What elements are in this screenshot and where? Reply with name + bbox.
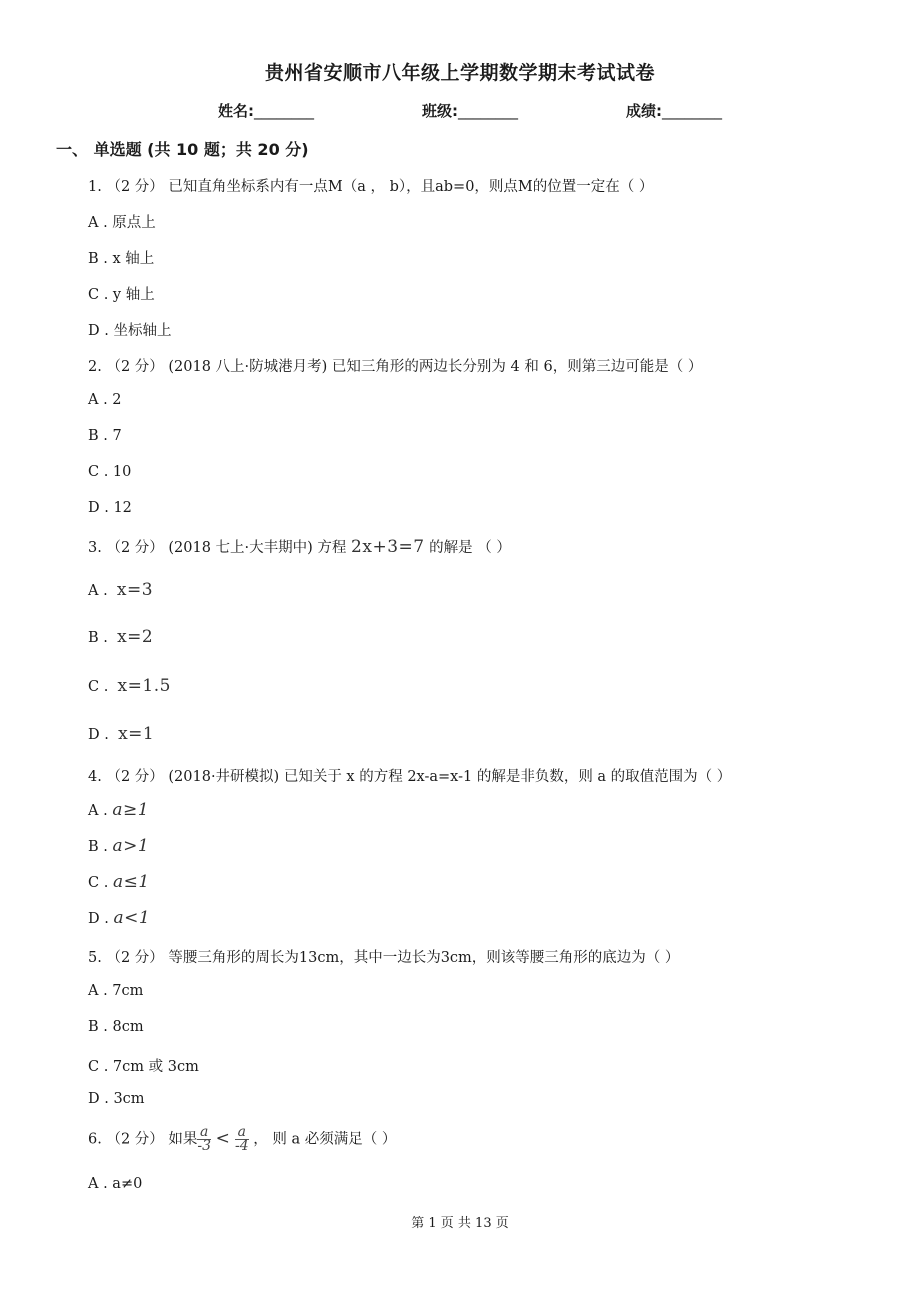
option-math: x=1.5 xyxy=(117,676,171,696)
question-1-option-c: C . y 轴上 xyxy=(88,287,155,303)
option-math: x=3 xyxy=(116,580,154,600)
fraction-a-over-neg3: $\frac{a}{-3}$ xyxy=(197,1124,212,1154)
question-2-option-c: C . 10 xyxy=(88,464,132,480)
less-than-sign: < xyxy=(215,1128,231,1149)
question-3-equation: 2x+3=7 xyxy=(351,537,425,557)
question-5-stem: 5. （2 分） 等腰三角形的周长为13cm，其中一边长为3cm，则该等腰三角形的底边为（ ） xyxy=(88,950,680,966)
option-math: a≥1 xyxy=(112,800,150,820)
question-6-option-a: A . a≠0 xyxy=(88,1176,143,1192)
question-5-option-c: C . 7cm 或 3cm xyxy=(88,1059,199,1075)
question-4-option-c xyxy=(88,872,150,892)
question-2-option-b: B . 7 xyxy=(88,428,122,444)
question-3-option-c xyxy=(88,676,171,696)
fraction-a-over-neg4: $\frac{a}{-4}$ xyxy=(235,1124,249,1154)
option-math: x=1 xyxy=(118,724,155,744)
question-2-stem: 2. （2 分） (2018 八上·防城港月考) 已知三角形的两边长分别为 4 和 6，则第三边可能是（ ） xyxy=(88,359,703,375)
option-math: a<1 xyxy=(113,908,151,928)
question-3-stem-prefix: 3. （2 分） (2018 七上·大丰期中) 方程 xyxy=(88,540,352,556)
option-label: B . xyxy=(88,839,108,855)
question-4-option-d xyxy=(88,908,150,928)
question-3-option-b xyxy=(88,627,153,647)
name-label: 姓名: xyxy=(218,102,254,120)
question-3-option-d xyxy=(88,724,154,744)
question-5-option-a: A . 7cm xyxy=(88,983,144,999)
page-title: 贵州省安顺市八年级上学期数学期末考试试卷 xyxy=(264,62,655,84)
class-field xyxy=(422,100,518,121)
page-footer: 第 1 页 共 13 页 xyxy=(411,1216,509,1231)
option-label: A . xyxy=(88,803,108,819)
question-4-option-b xyxy=(88,836,149,856)
question-6-stem xyxy=(88,1126,396,1153)
question-4-stem: 4. （2 分） (2018·井研模拟) 已知关于 x 的方程 2x-a=x-1 的解是非负数，则 a 的取值范围为（ ） xyxy=(88,769,732,785)
score-label: 成绩: xyxy=(626,102,662,120)
name-field xyxy=(218,100,314,121)
option-label: A . xyxy=(88,583,108,599)
score-field xyxy=(626,100,722,121)
name-blank: ________ xyxy=(254,102,314,120)
option-label: C . xyxy=(88,875,109,891)
question-3-stem-suffix: 的解是 （ ） xyxy=(424,540,511,556)
question-1-option-a: A . 原点上 xyxy=(88,215,156,231)
option-label: D . xyxy=(88,727,109,743)
question-5-option-d: D . 3cm xyxy=(88,1091,145,1107)
question-1-option-b: B . x 轴上 xyxy=(88,251,155,267)
question-6-stem-prefix: 6. （2 分） 如果 xyxy=(88,1131,198,1148)
question-2-option-d: D . 12 xyxy=(88,500,132,516)
question-3-stem xyxy=(88,536,511,557)
question-1-option-d: D . 坐标轴上 xyxy=(88,323,172,339)
section-heading: 一、 单选题 (共 10 题；共 20 分) xyxy=(56,140,309,159)
option-math: a>1 xyxy=(112,836,150,856)
option-math: a≤1 xyxy=(112,872,150,892)
option-label: B . xyxy=(88,630,108,646)
option-label: D . xyxy=(88,911,109,927)
question-3-option-a xyxy=(88,580,153,600)
question-6-stem-suffix: ， 则 a 必须满足（ ） xyxy=(248,1131,397,1148)
question-1-stem: 1. （2 分） 已知直角坐标系内有一点M（a ， b），且ab=0，则点M的位置一定在（ ） xyxy=(88,179,654,195)
question-5-option-b: B . 8cm xyxy=(88,1019,144,1035)
option-label: C . xyxy=(88,679,109,695)
question-4-option-a xyxy=(88,800,149,820)
score-blank: ________ xyxy=(662,102,722,120)
class-label: 班级: xyxy=(422,102,458,120)
class-blank: ________ xyxy=(458,102,518,120)
question-2-option-a: A . 2 xyxy=(88,392,122,408)
option-math: x=2 xyxy=(117,627,154,647)
